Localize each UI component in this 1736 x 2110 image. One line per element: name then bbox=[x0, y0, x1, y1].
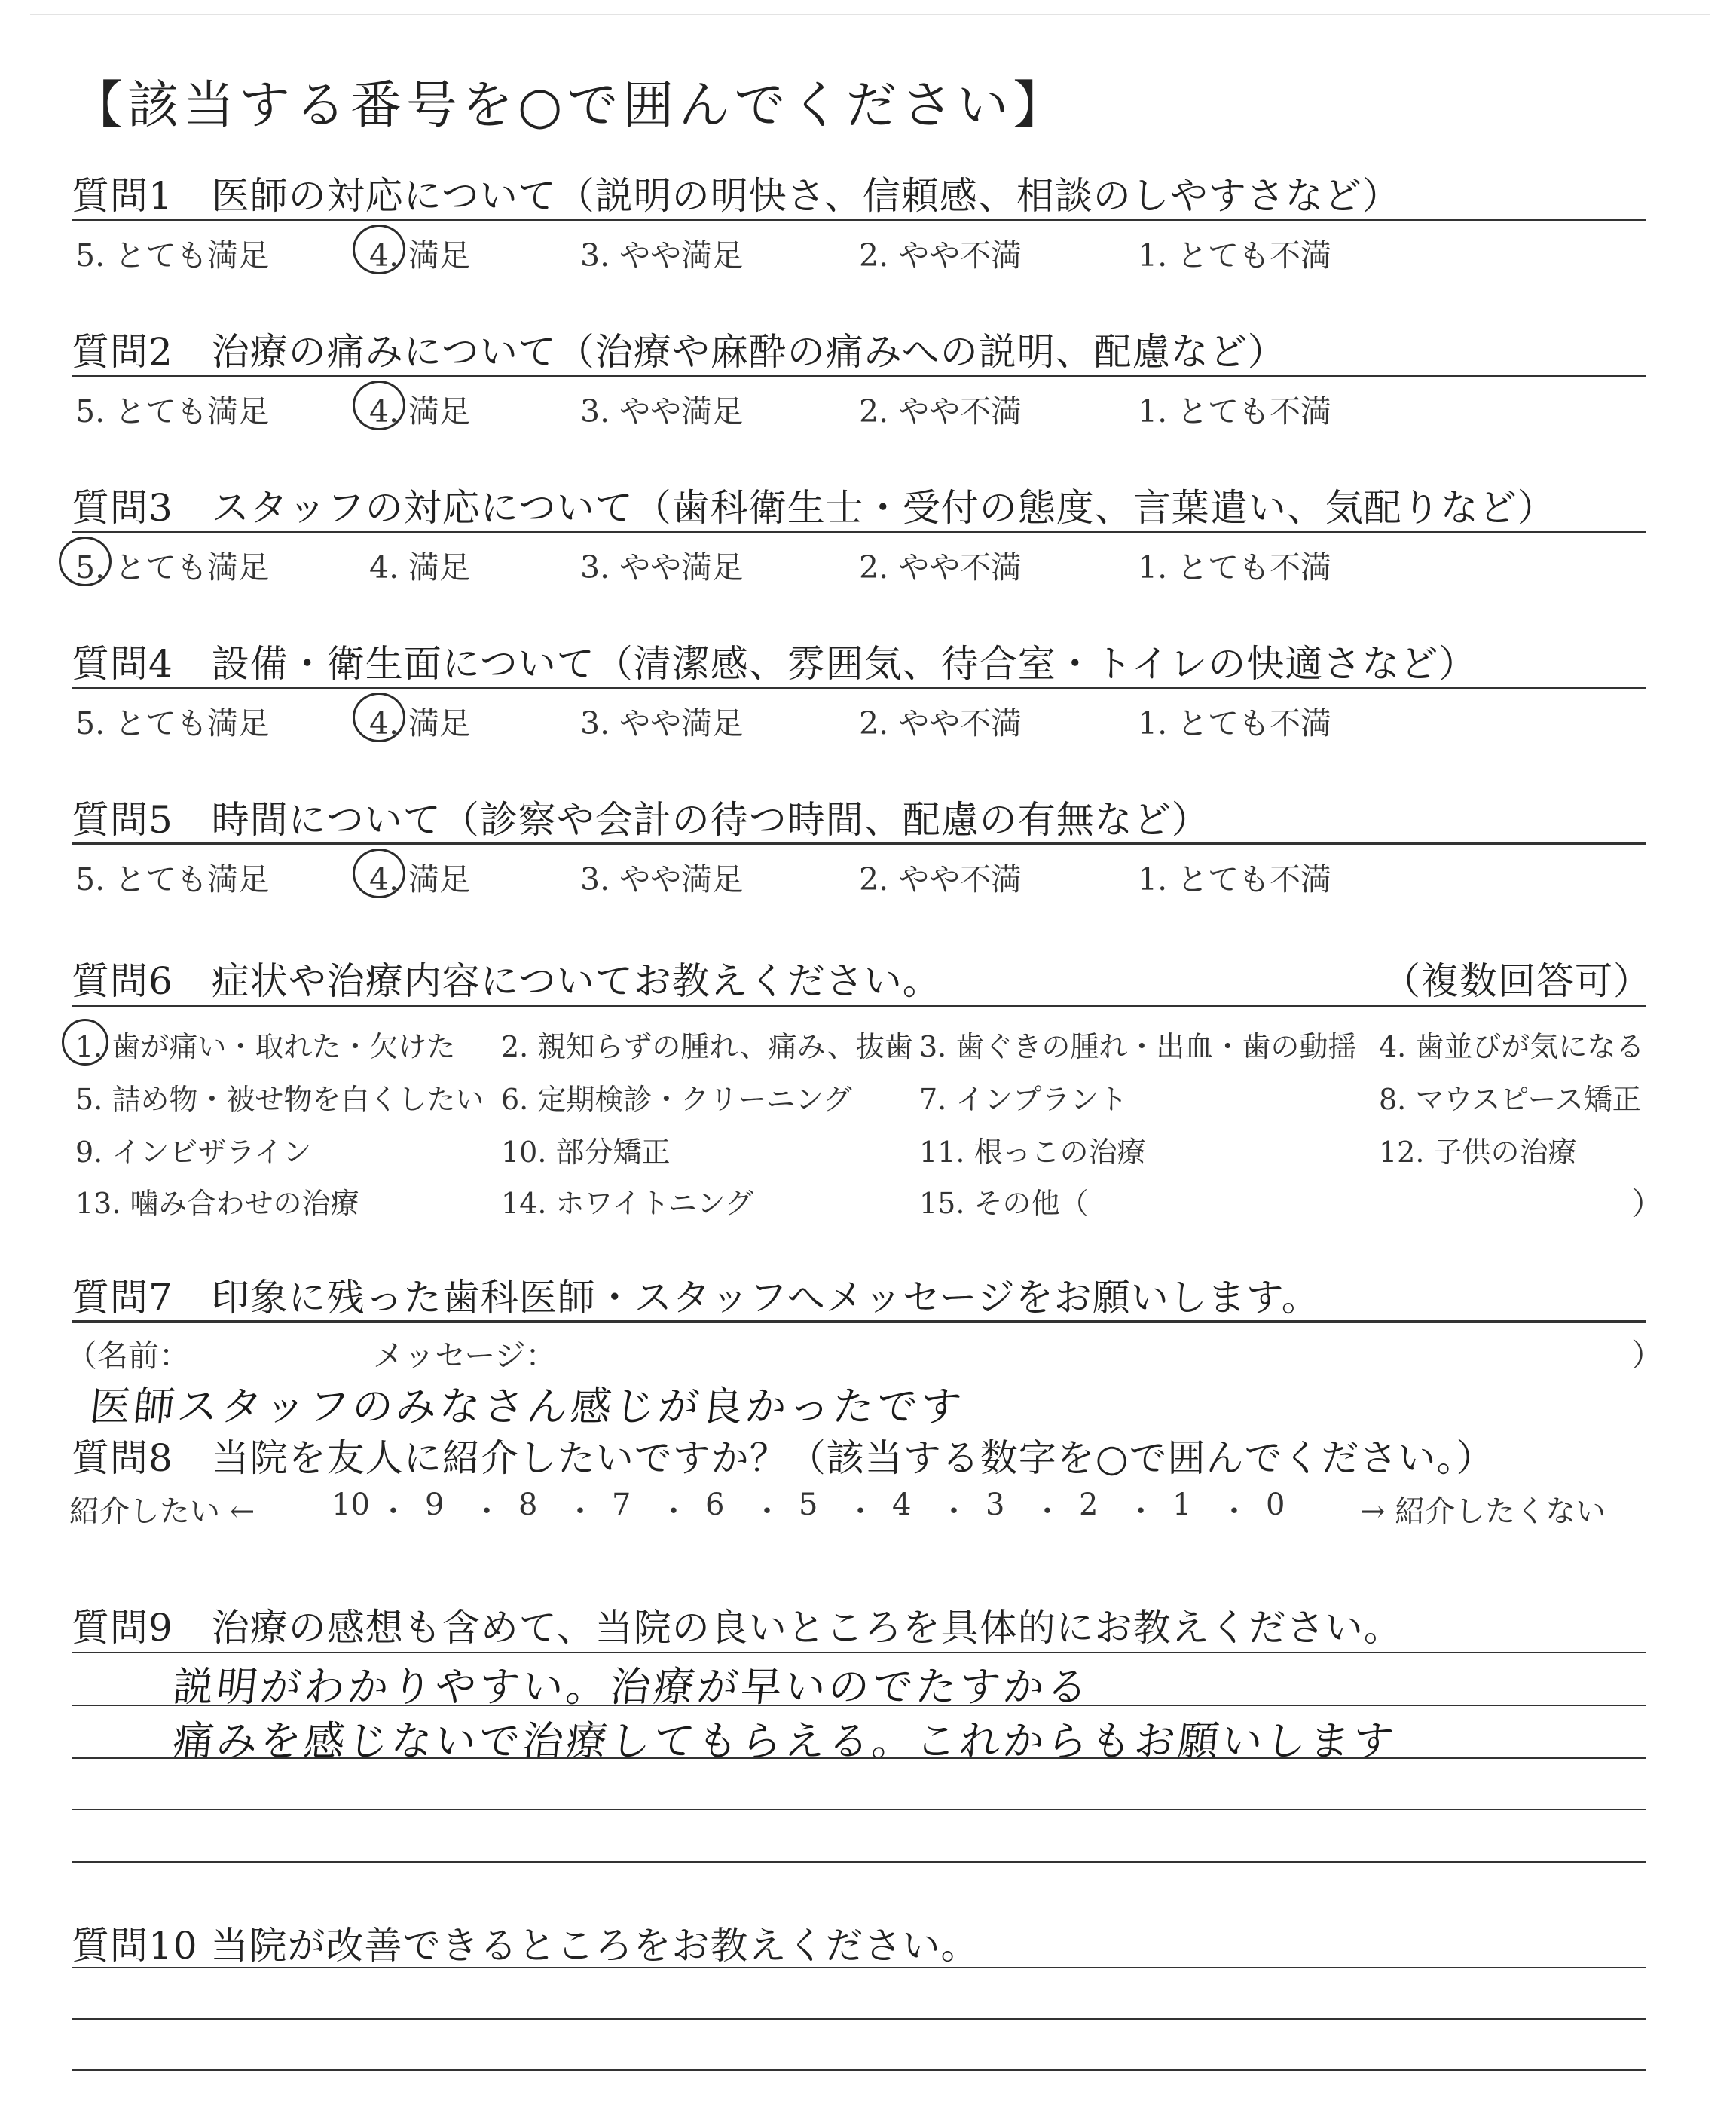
q6-symptom-option: 14. ホワイトニング bbox=[501, 1187, 754, 1220]
q1-selected-circle bbox=[353, 225, 405, 274]
q8-scale-number: 1 bbox=[1172, 1488, 1192, 1522]
q2-selected-circle bbox=[353, 381, 405, 430]
q6-symptom-option: 13. 噛み合わせの治療 bbox=[75, 1187, 359, 1220]
q5-option: 2. やや不満 bbox=[859, 861, 1022, 898]
q8-scale-number: 9 bbox=[425, 1488, 445, 1522]
q1-rule bbox=[72, 219, 1646, 221]
q8-scale-separator: ・ bbox=[659, 1494, 689, 1529]
q7-rule bbox=[72, 1320, 1646, 1323]
q3-option: 2. やや不満 bbox=[859, 549, 1022, 586]
q6-symptom-option: 8. マウスピース矯正 bbox=[1379, 1083, 1641, 1116]
q9-handwritten-line-2: 痛みを感じないで治療してもらえる。これからもお願いします bbox=[170, 1717, 1399, 1765]
q8-scale-separator: ・ bbox=[1219, 1494, 1249, 1529]
q7-name-label: （名前： bbox=[66, 1338, 190, 1374]
q7-handwritten-message: 医師スタッフのみなさん感じが良かったです bbox=[87, 1383, 967, 1430]
q2-option: 3. やや満足 bbox=[580, 393, 744, 430]
q9-line bbox=[72, 1705, 1646, 1706]
q6-symptom-option: 6. 定期検診・クリーニング bbox=[501, 1083, 852, 1116]
q8-scale-number: 7 bbox=[612, 1488, 631, 1522]
q8-scale-number: 6 bbox=[705, 1488, 725, 1522]
q3-selected-circle bbox=[59, 537, 112, 586]
q10-line bbox=[72, 2069, 1646, 2071]
q5-option: 4. 満足 bbox=[369, 861, 471, 898]
q6-selected-circle bbox=[62, 1019, 108, 1066]
q4-selected-circle bbox=[353, 693, 405, 742]
q1-option: 1. とても不満 bbox=[1138, 237, 1332, 274]
q8-scale-separator: ・ bbox=[939, 1494, 969, 1529]
q5-option: 1. とても不満 bbox=[1138, 861, 1332, 898]
q6-symptom-option: 10. 部分矯正 bbox=[501, 1136, 671, 1169]
q6-note: （複数回答可） bbox=[1383, 959, 1652, 1003]
q4-option: 4. 満足 bbox=[369, 705, 471, 742]
q10-line bbox=[72, 1967, 1646, 1968]
q8-right-label: → 紹介したくない bbox=[1360, 1494, 1606, 1529]
q9-line bbox=[72, 1809, 1646, 1810]
q7-close-paren: ） bbox=[1631, 1337, 1664, 1374]
q8-left-label: 紹介したい ← bbox=[69, 1494, 255, 1529]
q1-option: 4. 満足 bbox=[369, 237, 471, 274]
q1-option: 3. やや満足 bbox=[580, 237, 744, 274]
q2-label: 質問2 治療の痛みについて（治療や麻酔の痛みへの説明、配慮など） bbox=[72, 330, 1286, 374]
q8-scale-number: 3 bbox=[986, 1488, 1005, 1522]
q10-label: 質問10 当院が改善できるところをお教えください。 bbox=[72, 1924, 980, 1968]
q6-symptom-option: 15. その他（ bbox=[919, 1187, 1089, 1220]
q6-symptom-option: 5. 詰め物・被せ物を白くしたい bbox=[75, 1083, 484, 1116]
q8-scale-separator: ・ bbox=[378, 1494, 408, 1529]
q6-symptom-option: 12. 子供の治療 bbox=[1379, 1136, 1577, 1169]
q6-symptom-option: 9. インビザライン bbox=[75, 1136, 312, 1169]
q6-symptom-option: 1. 歯が痛い・取れた・欠けた bbox=[75, 1030, 456, 1063]
q6-other-close-paren: ） bbox=[1631, 1185, 1664, 1222]
q3-option: 5. とても満足 bbox=[75, 549, 270, 586]
q4-label: 質問4 設備・衛生面について（清潔感、雰囲気、待合室・トイレの快適さなど） bbox=[72, 642, 1478, 686]
q8-scale-number: 5 bbox=[799, 1488, 818, 1522]
q8-scale-number: 8 bbox=[518, 1488, 538, 1522]
q1-option: 2. やや不満 bbox=[859, 237, 1022, 274]
q5-option: 3. やや満足 bbox=[580, 861, 744, 898]
q5-option: 5. とても満足 bbox=[75, 861, 270, 898]
q3-option: 4. 満足 bbox=[369, 549, 471, 586]
q9-line bbox=[72, 1861, 1646, 1863]
q9-handwritten-line-1: 説明がわかりやすい。治療が早いのでたすかる bbox=[170, 1663, 1093, 1711]
q8-scale-number: 4 bbox=[892, 1488, 912, 1522]
q8-scale-separator: ・ bbox=[845, 1494, 876, 1529]
q6-symptom-option: 4. 歯並びが気になる bbox=[1379, 1030, 1645, 1063]
q5-rule bbox=[72, 842, 1646, 845]
q6-symptom-option: 11. 根っこの治療 bbox=[919, 1136, 1146, 1169]
q6-label: 質問6 症状や治療内容についてお教えください。 bbox=[72, 959, 941, 1003]
q8-scale-separator: ・ bbox=[472, 1494, 502, 1529]
q2-rule bbox=[72, 375, 1646, 377]
q1-option: 5. とても満足 bbox=[75, 237, 270, 274]
q4-option: 5. とても満足 bbox=[75, 705, 270, 742]
q3-option: 3. やや満足 bbox=[580, 549, 744, 586]
q5-selected-circle bbox=[353, 849, 405, 898]
q9-label: 質問9 治療の感想も含めて、当院の良いところを具体的にお教えください。 bbox=[72, 1606, 1402, 1650]
q2-option: 5. とても満足 bbox=[75, 393, 270, 430]
q8-scale-number: 10 bbox=[332, 1488, 370, 1522]
q8-scale-separator: ・ bbox=[1032, 1494, 1062, 1529]
q2-option: 1. とても不満 bbox=[1138, 393, 1332, 430]
q8-scale-separator: ・ bbox=[565, 1494, 595, 1529]
q8-scale-number: 2 bbox=[1079, 1488, 1099, 1522]
q2-option: 2. やや不満 bbox=[859, 393, 1022, 430]
q6-symptom-option: 7. インプラント bbox=[919, 1083, 1128, 1116]
q4-option: 1. とても不満 bbox=[1138, 705, 1332, 742]
q8-scale-number: 0 bbox=[1266, 1488, 1285, 1522]
q8-scale-separator: ・ bbox=[1126, 1494, 1156, 1529]
form-title: 【該当する番号を○で囲んでください】 bbox=[72, 76, 1069, 136]
q7-label: 質問7 印象に残った歯科医師・スタッフへメッセージをお願いします。 bbox=[72, 1276, 1320, 1320]
q8-scale-separator: ・ bbox=[752, 1494, 782, 1529]
q5-label: 質問5 時間について（診察や会計の待つ時間、配慮の有無など） bbox=[72, 798, 1210, 842]
q2-option: 4. 満足 bbox=[369, 393, 471, 430]
q7-message-label: メッセージ： bbox=[373, 1338, 557, 1374]
q6-symptom-option: 2. 親知らずの腫れ、痛み、抜歯 bbox=[501, 1030, 913, 1063]
q9-line bbox=[72, 1757, 1646, 1759]
q3-label: 質問3 スタッフの対応について（歯科衛生士・受付の態度、言葉遣い、気配りなど） bbox=[72, 486, 1556, 530]
q1-label: 質問1 医師の対応について（説明の明快さ、信頼感、相談のしやすさなど） bbox=[72, 174, 1401, 218]
q3-option: 1. とても不満 bbox=[1138, 549, 1332, 586]
q4-option: 3. やや満足 bbox=[580, 705, 744, 742]
q4-option: 2. やや不満 bbox=[859, 705, 1022, 742]
q8-label: 質問8 当院を友人に紹介したいですか？（該当する数字を○で囲んでください。） bbox=[72, 1436, 1495, 1480]
q9-line bbox=[72, 1652, 1646, 1653]
q6-rule bbox=[72, 1005, 1646, 1007]
q6-symptom-option: 3. 歯ぐきの腫れ・出血・歯の動揺 bbox=[919, 1030, 1357, 1063]
q10-line bbox=[72, 2018, 1646, 2020]
page-top-border bbox=[30, 14, 1710, 15]
q3-rule bbox=[72, 531, 1646, 533]
q4-rule bbox=[72, 687, 1646, 689]
